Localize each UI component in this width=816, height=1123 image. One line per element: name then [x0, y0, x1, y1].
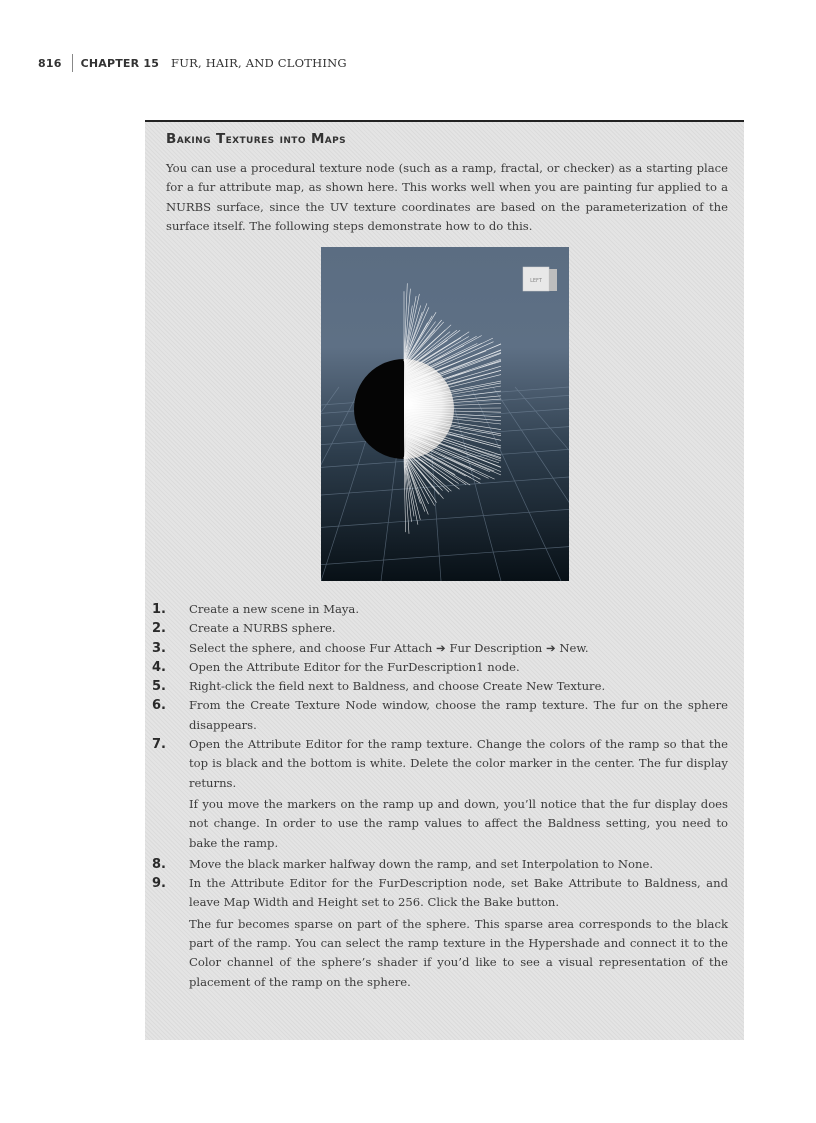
chapter-title: FUR, HAIR, AND CLOTHING [171, 56, 347, 70]
step-number: 2. [152, 621, 166, 637]
grid-line [493, 387, 569, 581]
step-number: 5. [152, 679, 166, 695]
step-number: 3. [152, 640, 166, 656]
view-cube-label: LEFT [530, 278, 542, 284]
step-item [145, 855, 744, 874]
step-followup: The fur becomes sparse on part of the sphere. This sparse area corresponds to the black part of the ramp. You can select the ramp texture in the Hypershade and connect it to the Color channel of the sphere’s shader if you’d like to see a visual representation of the placement of the ramp on the sphere. [189, 916, 728, 989]
sidebar-title: Baking Textures into Maps [166, 131, 347, 147]
step-number: 8. [152, 856, 166, 872]
step-text: Open the Attribute Editor for the FurDescription1 node. [189, 659, 520, 674]
step-item [145, 639, 744, 658]
fur-sphere-figure [321, 247, 569, 581]
step-number: 7. [152, 737, 166, 753]
step-followup: If you move the markers on the ramp up and down, you’ll notice that the fur display does not change. In order to use the ramp values to affect the Baldness setting, you need to bake the ramp. [189, 796, 728, 850]
step-number: 1. [152, 602, 166, 617]
step-text: Select the sphere, and choose Fur Attach ➔ Fur Description ➔ New. [189, 640, 589, 655]
grid-line [321, 477, 569, 495]
running-header [38, 55, 347, 71]
step-item [145, 874, 744, 992]
fur-strand [404, 296, 416, 361]
step-item [145, 735, 744, 853]
sidebar-box [145, 120, 744, 1040]
step-text: Open the Attribute Editor for the ramp texture. Change the colors of the ramp so that the top is black and the bottom is white. Delete the color marker in the center. The fur display returns. [189, 737, 728, 790]
fur-strand [406, 441, 481, 480]
grid-line [321, 547, 569, 565]
chapter-label: CHAPTER 15 [80, 56, 160, 70]
step-text: Create a new scene in Maya. [189, 602, 360, 616]
step-text: Move the black marker halfway down the ramp, and set Interpolation to None. [189, 856, 653, 871]
step-text: Right-click the field next to Baldness, and choose Create New Texture. [189, 679, 606, 694]
sidebar-intro: You can use a procedural texture node (such as a ramp, fractal, or checker) as a starting place for a fur attribute map, as shown here. This works well when you are painting fur applied to a NURBS surface, since the UV texture coordinates are based on the parameterization of the surface itself. The following steps demonstrate how to do this. [166, 161, 728, 233]
step-item [145, 696, 744, 735]
step-text: In the Attribute Editor for the FurDescription node, set Bake Attribute to Baldness, and leave Map Width and Height set to 256. Click the Bake button. [189, 876, 728, 910]
step-item [145, 677, 744, 696]
step-number: 9. [152, 876, 166, 892]
page-number: 816 [38, 56, 62, 70]
step-text: From the Create Texture Node window, choose the ramp texture. The fur on the sphere disappears. [189, 698, 728, 732]
fur-strands [404, 283, 501, 534]
view-cube [523, 267, 557, 291]
step-number: 6. [152, 698, 166, 714]
step-number: 4. [152, 659, 166, 675]
step-item [145, 658, 744, 677]
header-divider [72, 54, 73, 72]
fur-sphere-illustration [321, 247, 569, 581]
steps-list [145, 600, 744, 994]
step-text: Create a NURBS sphere. [189, 621, 336, 636]
step-item [145, 619, 744, 638]
step-item [145, 600, 744, 619]
grid-line [515, 387, 569, 581]
